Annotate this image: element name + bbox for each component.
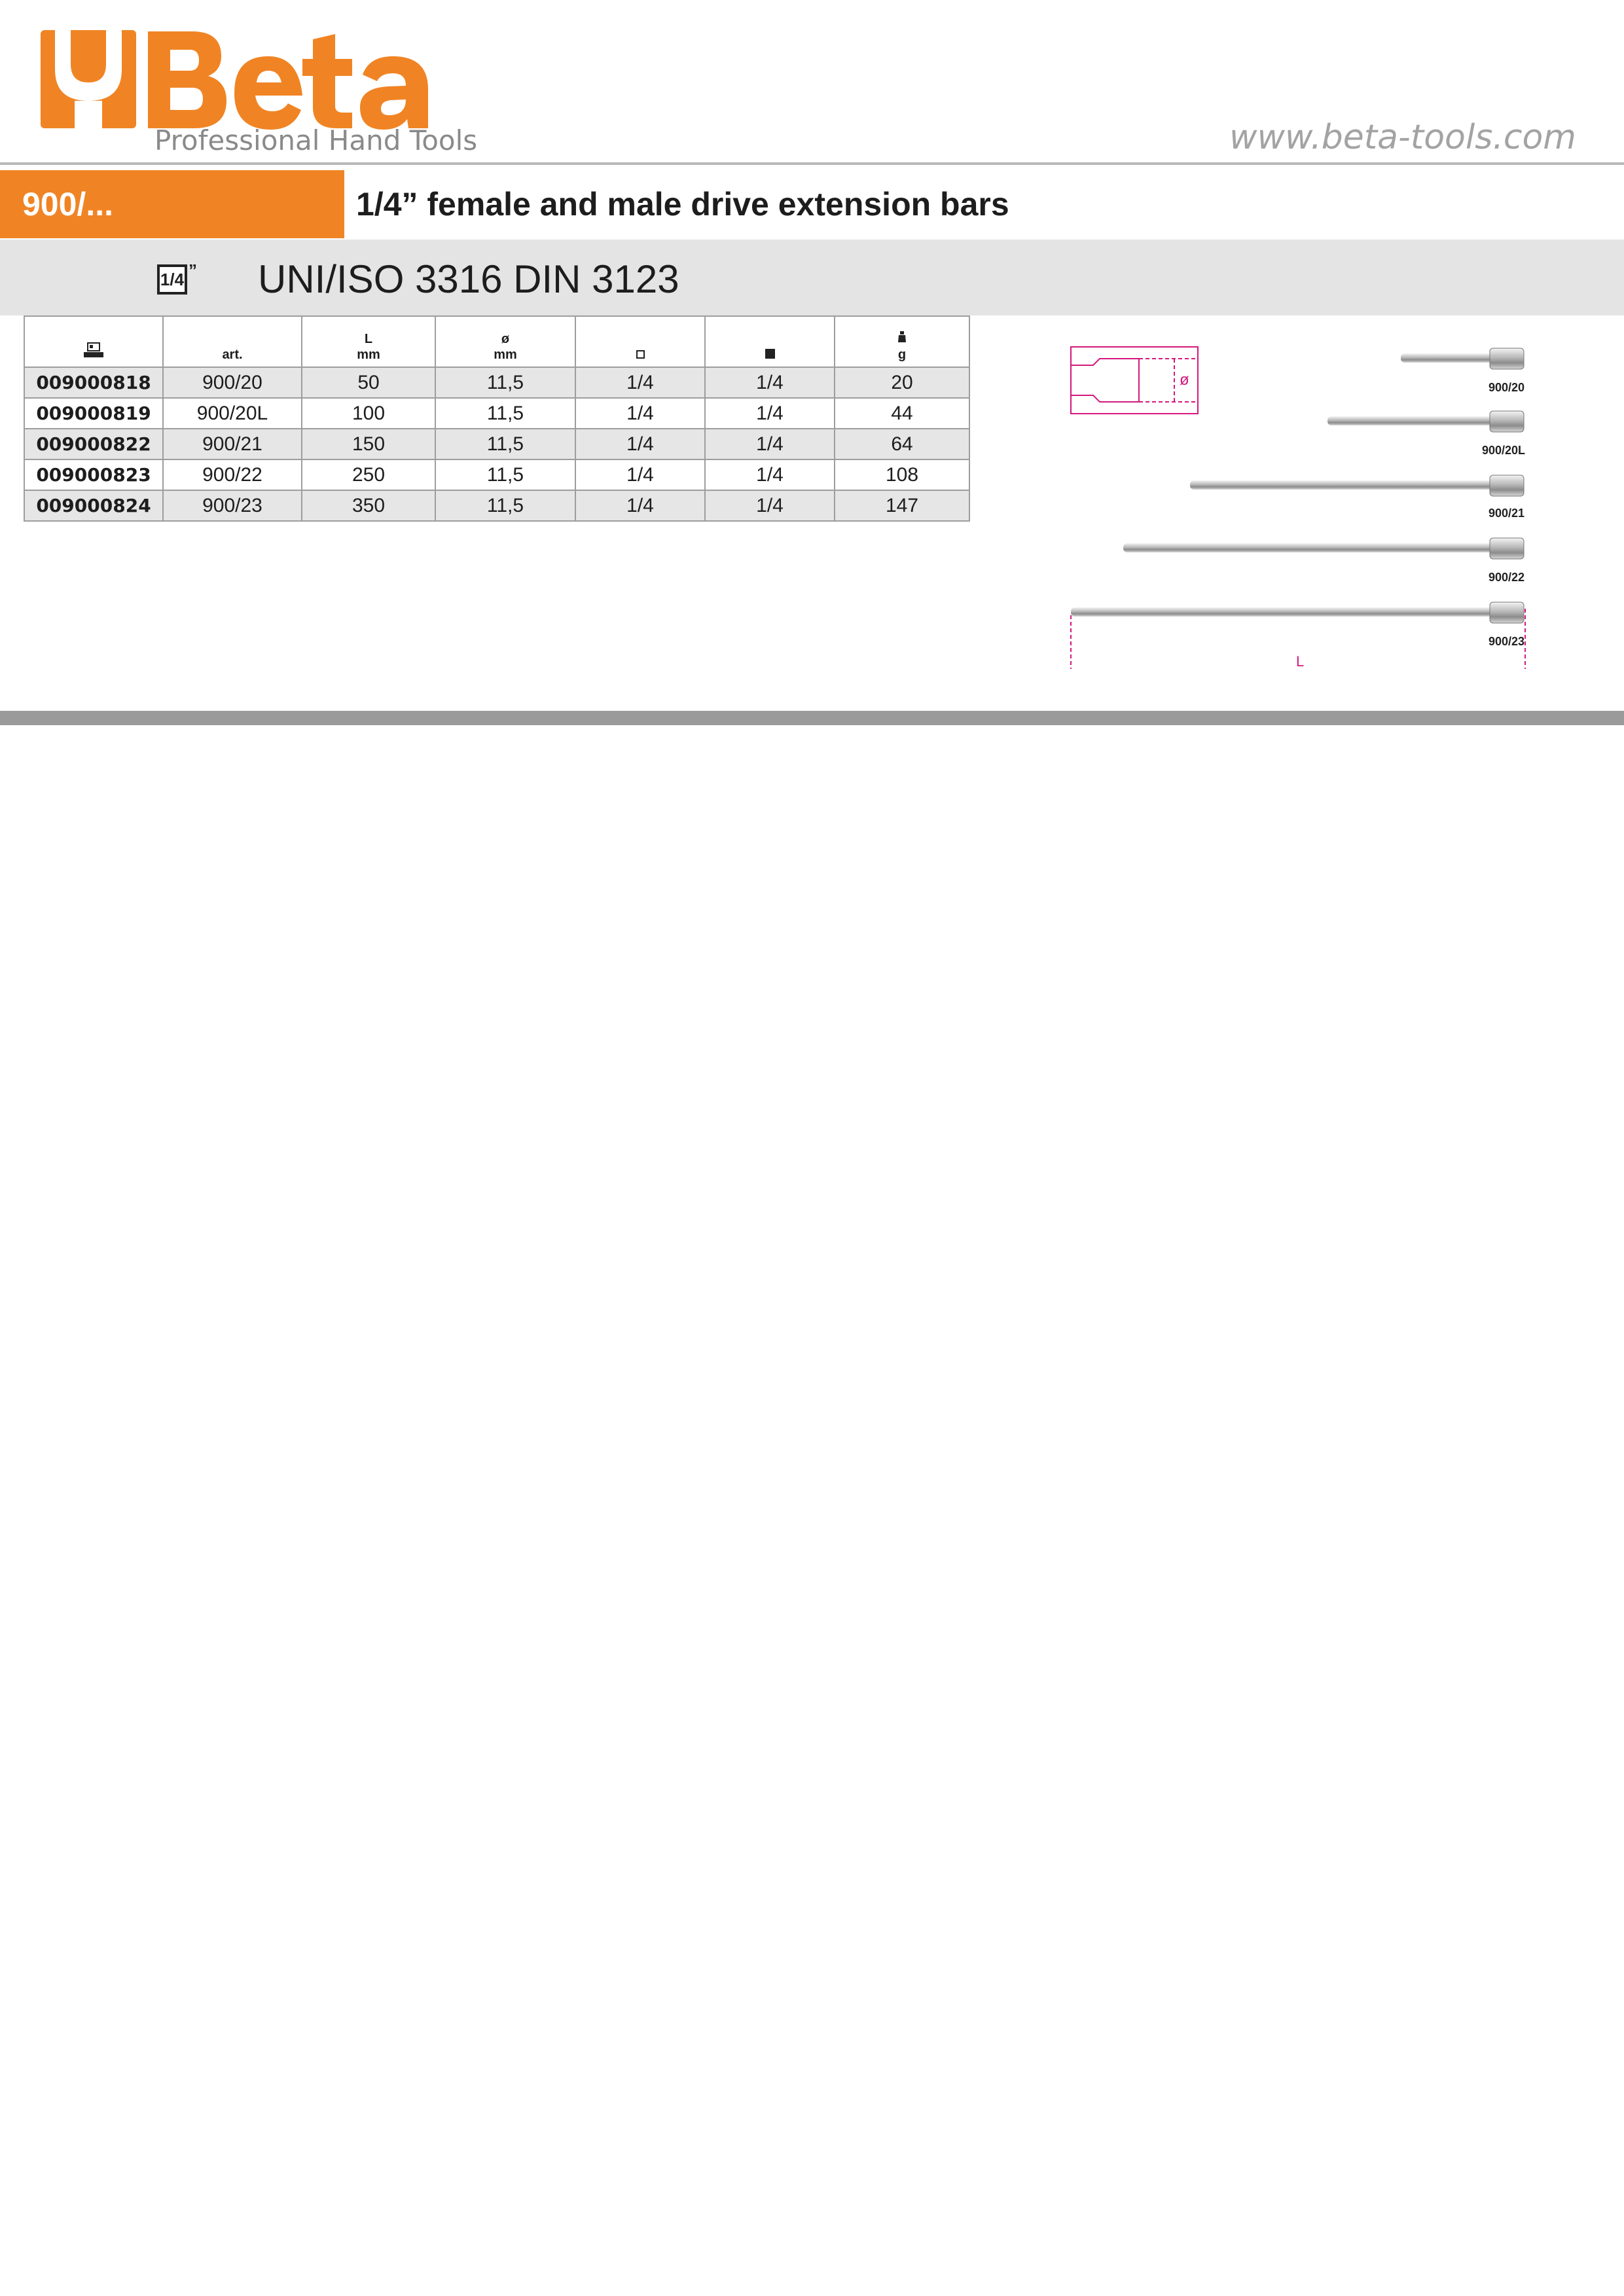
cell-diameter: 11,5 bbox=[435, 459, 575, 490]
cell-art: 900/20L bbox=[163, 398, 302, 429]
extension-bars-illustration bbox=[1060, 334, 1532, 674]
header-male-drive bbox=[705, 316, 835, 367]
drive-inch-mark: ” bbox=[189, 260, 197, 280]
barcode-icon bbox=[82, 342, 105, 359]
spec-table bbox=[24, 315, 970, 522]
bar-label: 900/21 bbox=[1489, 507, 1525, 520]
cell-art: 900/22 bbox=[163, 459, 302, 490]
diameter-symbol: ø bbox=[1180, 371, 1189, 389]
cell-weight: 108 bbox=[835, 459, 969, 490]
page-title: 1/4” female and male drive extension bars bbox=[356, 186, 1009, 223]
cell-female-drive: 1/4 bbox=[575, 398, 705, 429]
cell-female-drive: 1/4 bbox=[575, 490, 705, 521]
website-link[interactable]: www.beta-tools.com bbox=[1229, 118, 1576, 157]
header-code bbox=[24, 316, 163, 367]
cell-male-drive: 1/4 bbox=[705, 367, 835, 398]
cell-code: 009000824 bbox=[24, 490, 163, 521]
cell-female-drive: 1/4 bbox=[575, 459, 705, 490]
footer-divider bbox=[0, 711, 1624, 725]
header-art: art. bbox=[163, 316, 302, 367]
product-code: 900/... bbox=[0, 170, 344, 238]
bar-label: 900/22 bbox=[1489, 571, 1525, 584]
header-divider bbox=[0, 162, 1624, 165]
bar-900-20L bbox=[1327, 411, 1524, 432]
standard-band bbox=[0, 240, 1624, 315]
cell-code: 009000818 bbox=[24, 367, 163, 398]
weight-icon bbox=[897, 331, 907, 343]
cell-female-drive: 1/4 bbox=[575, 367, 705, 398]
bar-label: 900/20L bbox=[1482, 444, 1526, 457]
cell-weight: 64 bbox=[835, 429, 969, 459]
bar-900-21 bbox=[1190, 475, 1524, 496]
bar-label: 900/23 bbox=[1489, 635, 1525, 648]
cell-male-drive: 1/4 bbox=[705, 429, 835, 459]
cell-diameter: 11,5 bbox=[435, 398, 575, 429]
cell-length: 50 bbox=[302, 367, 435, 398]
cell-weight: 147 bbox=[835, 490, 969, 521]
cell-art: 900/23 bbox=[163, 490, 302, 521]
header-diameter: ø mm bbox=[435, 316, 575, 367]
cell-male-drive: 1/4 bbox=[705, 490, 835, 521]
header-length: L mm bbox=[302, 316, 435, 367]
bar-900-22 bbox=[1123, 538, 1524, 559]
bar-900-20 bbox=[1401, 348, 1524, 369]
cell-code: 009000822 bbox=[24, 429, 163, 459]
diameter-diagram bbox=[1071, 347, 1198, 414]
cell-male-drive: 1/4 bbox=[705, 398, 835, 429]
standard-label: UNI/ISO 3316 DIN 3123 bbox=[258, 257, 679, 301]
header-weight: g bbox=[835, 316, 969, 367]
cell-weight: 20 bbox=[835, 367, 969, 398]
cell-length: 250 bbox=[302, 459, 435, 490]
cell-female-drive: 1/4 bbox=[575, 429, 705, 459]
table-row bbox=[24, 459, 969, 490]
cell-diameter: 11,5 bbox=[435, 367, 575, 398]
table-header-row bbox=[24, 316, 969, 367]
cell-diameter: 11,5 bbox=[435, 429, 575, 459]
cell-diameter: 11,5 bbox=[435, 490, 575, 521]
cell-code: 009000823 bbox=[24, 459, 163, 490]
table-row bbox=[24, 490, 969, 521]
bar-label: 900/20 bbox=[1489, 381, 1525, 394]
cell-length: 150 bbox=[302, 429, 435, 459]
cell-art: 900/20 bbox=[163, 367, 302, 398]
cell-male-drive: 1/4 bbox=[705, 459, 835, 490]
header-female-drive bbox=[575, 316, 705, 367]
drive-size-icon: 1/4 bbox=[157, 264, 187, 295]
cell-code: 009000819 bbox=[24, 398, 163, 429]
square-outline-icon bbox=[636, 350, 645, 359]
extension-bars-drawing bbox=[1060, 334, 1532, 674]
cell-length: 100 bbox=[302, 398, 435, 429]
cell-weight: 44 bbox=[835, 398, 969, 429]
table-row bbox=[24, 429, 969, 459]
table-row bbox=[24, 398, 969, 429]
square-filled-icon bbox=[765, 349, 775, 359]
cell-art: 900/21 bbox=[163, 429, 302, 459]
cell-length: 350 bbox=[302, 490, 435, 521]
table-row bbox=[24, 367, 969, 398]
brand-tagline: Professional Hand Tools bbox=[154, 124, 478, 156]
length-symbol: L bbox=[1296, 653, 1305, 670]
